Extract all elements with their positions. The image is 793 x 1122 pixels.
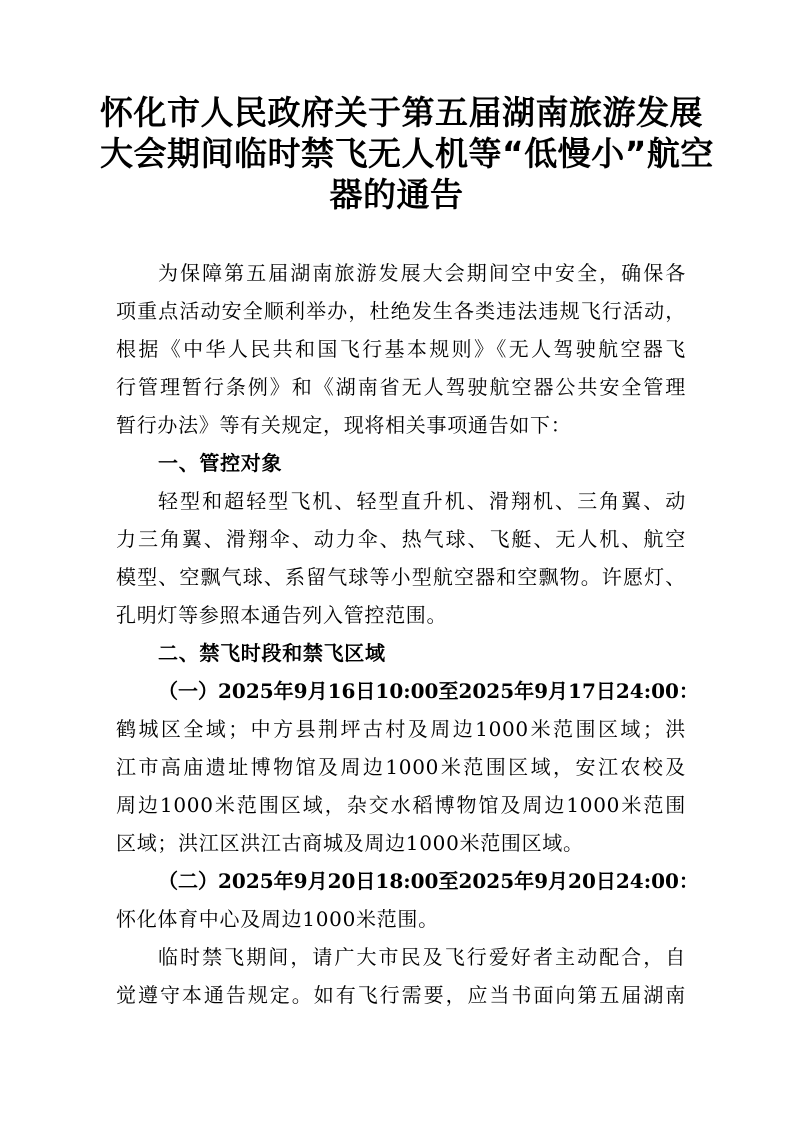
document-body xyxy=(116,254,699,1014)
section-1-line-2: 力三角翼、滑翔伞、动力伞、热气球、飞艇、无人机、航空 xyxy=(116,527,686,551)
intro-line-1: 为保障第五届湖南旅游发展大会期间空中安全，确保各 xyxy=(158,261,686,285)
period-2-paragraph xyxy=(116,862,699,938)
closing-line-2: 觉遵守本通告规定。如有飞行需要，应当书面向第五届湖南 xyxy=(116,983,686,1007)
closing-line-1: 临时禁飞期间，请广大市民及飞行爱好者主动配合，自 xyxy=(158,945,686,969)
section-1-line-1: 轻型和超轻型飞机、轻型直升机、滑翔机、三角翼、动 xyxy=(158,489,686,513)
intro-line-3: 根据《中华人民共和国飞行基本规则》《无人驾驶航空器飞 xyxy=(116,337,686,361)
period-2-heading: （二）2025年9月20日18:00至2025年9月20日24:00： xyxy=(158,869,699,893)
document-title xyxy=(100,92,714,215)
period-2-line-1: 怀化体育中心及周边1000米范围。 xyxy=(116,907,439,931)
period-1-line-3: 周边1000米范围区域，杂交水稻博物馆及周边1000米范围 xyxy=(116,793,686,817)
period-1-heading: （一）2025年9月16日10:00至2025年9月17日24:00： xyxy=(158,679,699,703)
title-line-2: 大会期间临时禁飞无人机等“低慢小”航空 xyxy=(100,134,714,173)
title-line-1: 怀化市人民政府关于第五届湖南旅游发展 xyxy=(100,93,703,132)
closing-paragraph xyxy=(116,938,686,1014)
section-1-line-4: 孔明灯等参照本通告列入管控范围。 xyxy=(116,603,448,627)
period-1-paragraph xyxy=(116,672,699,862)
period-1-line-2: 江市高庙遗址博物馆及周边1000米范围区域，安江农校及 xyxy=(116,755,686,779)
intro-line-5: 暂行办法》等有关规定，现将相关事项通告如下： xyxy=(116,413,572,437)
title-line-3: 器的通告 xyxy=(329,175,464,214)
period-1-line-1: 鹤城区全域；中方县荆坪古村及周边1000米范围区域；洪 xyxy=(116,717,686,741)
section-1-line-3: 模型、空飘气球、系留气球等小型航空器和空飘物。许愿灯、 xyxy=(116,565,686,589)
section-1-paragraph xyxy=(116,482,686,634)
intro-line-2: 项重点活动安全顺利举办，杜绝发生各类违法违规飞行活动， xyxy=(116,299,686,323)
intro-paragraph xyxy=(116,254,686,444)
intro-line-4: 行管理暂行条例》和《湖南省无人驾驶航空器公共安全管理 xyxy=(116,375,686,399)
section-1-heading: 一、管控对象 xyxy=(158,451,283,475)
section-2-heading: 二、禁飞时段和禁飞区域 xyxy=(158,641,386,665)
period-1-line-4: 区域；洪江区洪江古商城及周边1000米范围区域。 xyxy=(116,831,584,855)
